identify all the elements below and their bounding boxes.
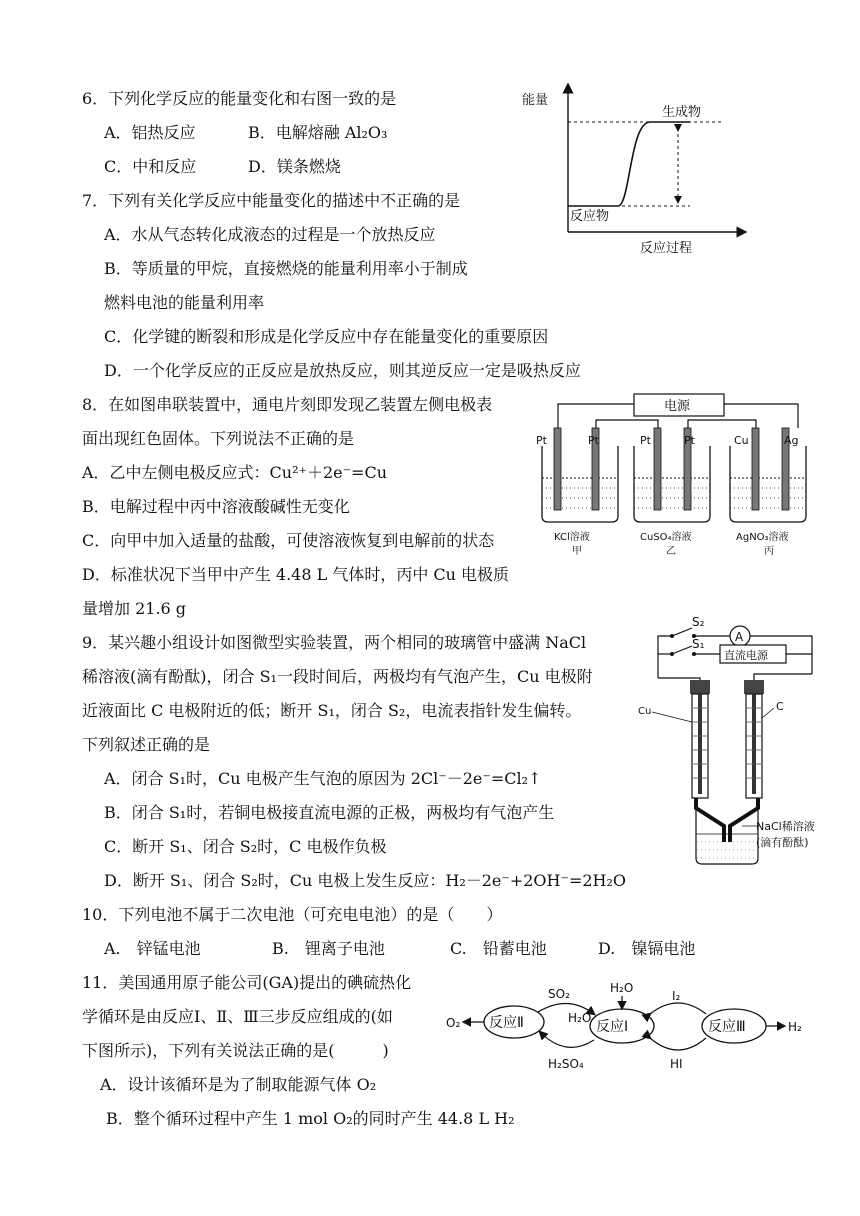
beaker-jia-name: 甲 <box>572 546 582 557</box>
q11-stem-line2: 学循环是由反应Ⅰ、Ⅱ、Ⅲ三步反应组成的(如 <box>82 1007 393 1026</box>
beaker-yi-name: 乙 <box>666 546 676 557</box>
ammeter-label: A <box>735 630 744 644</box>
power-source-label: 电源 <box>664 399 691 414</box>
reactant-label: 反应物 <box>570 209 610 224</box>
q8-stem-line2: 面出现红色固体。下列说法不正确的是 <box>82 429 355 448</box>
q8-option-b: B．电解过程中丙中溶液酸碱性无变化 <box>82 497 350 516</box>
energy-diagram <box>510 80 750 260</box>
s2-label: S₂ <box>692 615 705 629</box>
q10-option-d: D. 镍镉电池 <box>598 939 696 958</box>
q10-option-b: B. 锂离子电池 <box>272 939 385 958</box>
phenolphthalein-label: (滴有酚酞) <box>756 836 809 849</box>
q6-option-b: B．电解熔融 Al₂O₃ <box>248 123 388 142</box>
q9-stem-line1: 9．某兴趣小组设计如图微型实验装置，两个相同的玻璃管中盛满 NaCl <box>82 633 587 652</box>
switch-s1 <box>672 646 692 654</box>
q8-stem-line1: 8．在如图串联装置中，通电片刻即发现乙装置左侧电极表 <box>82 395 493 414</box>
beaker-bing-solution: AgNO₃溶液 <box>736 532 789 543</box>
beaker-jia-solution: KCl溶液 <box>554 532 590 543</box>
iodine-sulfur-cycle <box>444 974 814 1086</box>
q10-option-c: C. 铅蓄电池 <box>450 939 547 958</box>
q11-option-b: B．整个循环过程中产生 1 mol O₂的同时产生 44.8 L H₂ <box>106 1109 515 1128</box>
cu-electrode-label: Cu <box>638 706 652 717</box>
q7-option-c: C．化学键的断裂和形成是化学反应中存在能量变化的重要原因 <box>104 327 549 346</box>
q10-stem: 10．下列电池不属于二次电池（可充电电池）的是（ ） <box>82 905 503 924</box>
q9-option-c: C．断开 S₁、闭合 S₂时，C 电极作负极 <box>104 837 387 856</box>
q6-option-d: D．镁条燃烧 <box>248 157 341 176</box>
q7-option-d: D．一个化学反应的正反应是放热反应，则其逆反应一定是吸热反应 <box>104 361 581 380</box>
electrolysis-apparatus <box>528 386 828 576</box>
beaker-jia <box>542 428 618 522</box>
electrode-label-2: Pt <box>588 434 599 447</box>
q8-option-c: C．向甲中加入适量的盐酸，可使溶液恢复到电解前的状态 <box>82 531 495 550</box>
energy-y-label: 能量 <box>522 93 549 108</box>
beaker-bing-name: 丙 <box>764 546 774 557</box>
energy-x-label: 反应过程 <box>640 241 693 256</box>
q11-stem-line3: 下图所示)，下列有关说法正确的是( ) <box>82 1041 389 1060</box>
q9-stem-line4: 下列叙述正确的是 <box>82 735 211 754</box>
c-electrode-label: C <box>776 700 784 713</box>
q7-option-b-line1: B．等质量的甲烷，直接燃烧的能量利用率小于制成 <box>104 259 468 278</box>
q9-option-d: D．断开 S₁、闭合 S₂时，Cu 电极上发生反应：H₂－2e⁻+2OH⁻=2H₂O <box>104 871 627 890</box>
q7-option-a: A．水从气态转化成液态的过程是一个放热反应 <box>104 225 436 244</box>
q9-stem-line2: 稀溶液(滴有酚酞)，闭合 S₁一段时间后，两极均有气泡产生，Cu 电极附 <box>82 667 593 686</box>
h2o-label-mid: H₂O <box>568 1011 592 1025</box>
s1-label: S₁ <box>692 637 705 651</box>
beaker-yi-solution: CuSO₄溶液 <box>640 532 692 543</box>
nacl-solution-label: NaCl稀溶液 <box>756 820 815 833</box>
electrode-label-5: Cu <box>734 434 749 447</box>
electrode-label-1: Pt <box>536 434 547 447</box>
switch-s2 <box>672 628 692 636</box>
electrode-label-6: Ag <box>784 434 799 447</box>
dc-power-label: 直流电源 <box>724 649 768 662</box>
energy-curve <box>568 122 690 206</box>
h2-product: H₂ <box>788 1020 802 1034</box>
h2o-input-top: H₂O <box>610 981 634 995</box>
q11-option-a: A．设计该循环是为了制取能源气体 O₂ <box>100 1075 377 1094</box>
q6-option-a: A．铝热反应 <box>104 123 196 142</box>
product-label: 生成物 <box>662 105 702 120</box>
q8-option-d-line2: 量增加 21.6 g <box>82 599 187 618</box>
electrode-label-4: Pt <box>684 434 695 447</box>
q11-stem-line1: 11．美国通用原子能公司(GA)提出的碘硫热化 <box>82 973 412 992</box>
micro-cell-apparatus <box>630 612 845 868</box>
i2-label: I₂ <box>672 989 681 1003</box>
so2-label: SO₂ <box>548 987 570 1001</box>
q9-stem-line3: 近液面比 C 电极附近的低；断开 S₁，闭合 S₂，电流表指针发生偏转。 <box>82 701 582 720</box>
q9-option-a: A．闭合 S₁时，Cu 电极产生气泡的原因为 2Cl⁻－2e⁻=Cl₂↑ <box>104 769 542 788</box>
q8-option-a: A．乙中左侧电极反应式：Cu²⁺＋2e⁻=Cu <box>82 463 388 482</box>
hi-label: HI <box>670 1057 683 1071</box>
electrode-label-3: Pt <box>640 434 651 447</box>
q8-option-d-line1: D．标准状况下当甲中产生 4.48 L 气体时，丙中 Cu 电极质 <box>82 565 510 584</box>
q6-stem: 6．下列化学反应的能量变化和右图一致的是 <box>82 89 397 108</box>
reaction-1-label: 反应Ⅰ <box>596 1019 629 1035</box>
q9-option-b: B．闭合 S₁时，若铜电极接直流电源的正极，两极均有气泡产生 <box>104 803 555 822</box>
q6-option-c: C．中和反应 <box>104 157 197 176</box>
o2-product: O₂ <box>446 1016 461 1030</box>
h2so4-label: H₂SO₄ <box>548 1057 584 1071</box>
reaction-3-label: 反应Ⅲ <box>708 1019 746 1035</box>
reaction-2-label: 反应Ⅱ <box>489 1015 524 1031</box>
q7-option-b-line2: 燃料电池的能量利用率 <box>104 293 265 312</box>
q7-stem: 7．下列有关化学反应中能量变化的描述中不正确的是 <box>82 191 461 210</box>
q10-option-a: A. 锌锰电池 <box>104 939 201 958</box>
